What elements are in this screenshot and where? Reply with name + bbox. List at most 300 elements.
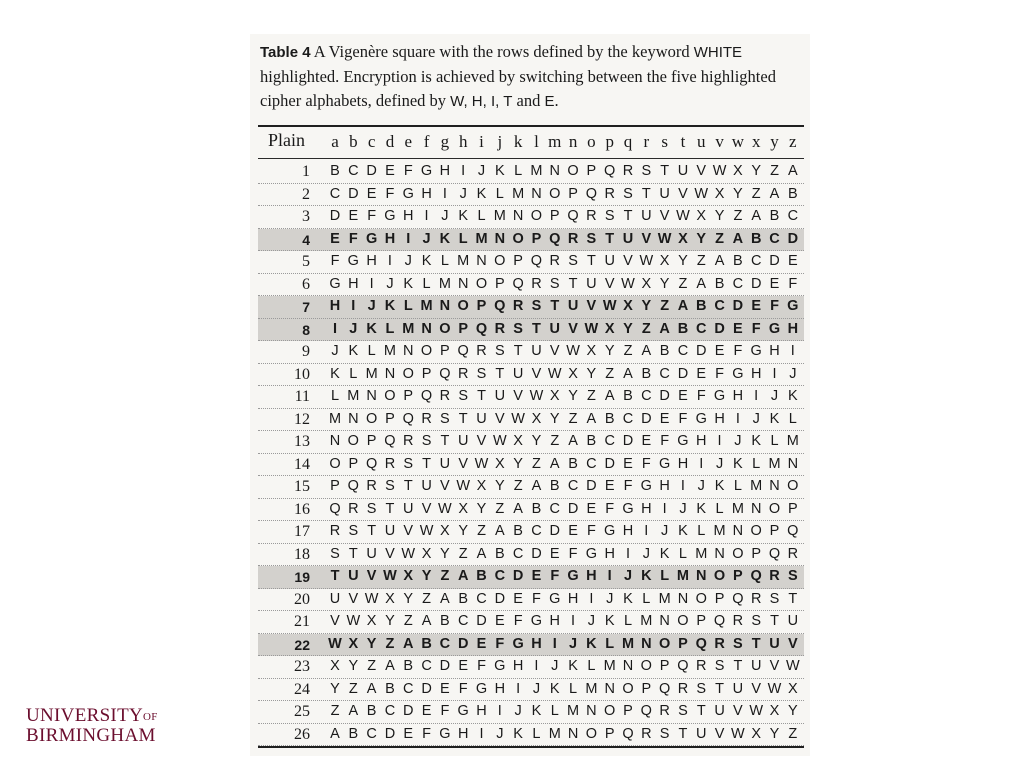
cipher-letter: I bbox=[552, 635, 557, 652]
cipher-letter: S bbox=[641, 163, 652, 179]
cipher-letter: U bbox=[714, 703, 725, 719]
cipher-letter: W bbox=[602, 298, 617, 314]
table-row bbox=[258, 476, 804, 499]
cipher-letter: M bbox=[621, 635, 635, 652]
cipher-letter: G bbox=[329, 275, 341, 292]
cipher-letter: F bbox=[422, 725, 431, 742]
cipher-letter: F bbox=[678, 410, 688, 427]
cipher-letter: R bbox=[677, 680, 689, 697]
cipher-letter: J bbox=[734, 433, 742, 449]
cipher-letter: F bbox=[770, 298, 779, 314]
cipher-letter: E bbox=[568, 523, 578, 539]
cipher-letter: L bbox=[733, 478, 742, 494]
cipher-letter: U bbox=[403, 500, 414, 517]
cipher-letter: Z bbox=[605, 365, 615, 382]
cipher-letter: J bbox=[459, 185, 467, 202]
cipher-letter: I bbox=[754, 388, 759, 404]
cipher-letter: O bbox=[384, 388, 396, 404]
cipher-letter: T bbox=[751, 635, 761, 652]
cipher-alphabet bbox=[326, 433, 802, 453]
cipher-letter: Y bbox=[623, 320, 633, 337]
cipher-letter: Q bbox=[768, 545, 781, 562]
cipher-letter: G bbox=[677, 433, 689, 449]
plain-letter: t bbox=[680, 132, 686, 151]
cipher-letter: Z bbox=[770, 163, 779, 179]
cipher-letter: R bbox=[384, 455, 396, 472]
cipher-letter: Y bbox=[659, 275, 670, 292]
cipher-letter: Z bbox=[495, 500, 505, 517]
cipher-letter: F bbox=[605, 500, 615, 517]
cipher-letter: M bbox=[750, 478, 763, 494]
cipher-letter: G bbox=[384, 208, 396, 224]
cipher-letter: X bbox=[787, 680, 798, 697]
cipher-letter: N bbox=[439, 298, 451, 314]
cipher-alphabet bbox=[326, 523, 802, 543]
cipher-letter: A bbox=[403, 635, 414, 652]
cipher-letter: R bbox=[549, 253, 560, 269]
cipher-letter: T bbox=[495, 365, 505, 382]
cipher-letter: W bbox=[364, 590, 379, 607]
cipher-letter: Y bbox=[678, 253, 688, 269]
cipher-letter: H bbox=[769, 343, 780, 359]
cipher-letter: P bbox=[440, 343, 450, 359]
cipher-letter: A bbox=[677, 298, 689, 314]
plain-letter: j bbox=[497, 132, 503, 151]
cipher-letter: D bbox=[512, 568, 524, 584]
cipher-letter: F bbox=[696, 388, 706, 404]
cipher-letter: W bbox=[621, 275, 635, 292]
cipher-letter: I bbox=[479, 725, 484, 742]
table-row bbox=[258, 656, 804, 679]
cipher-letter: R bbox=[732, 613, 744, 629]
cipher-letter: H bbox=[604, 545, 615, 562]
cipher-letter: X bbox=[440, 523, 450, 539]
table-row bbox=[258, 274, 804, 297]
cipher-letter: Y bbox=[440, 545, 450, 562]
cipher-letter: N bbox=[531, 185, 542, 202]
cipher-letter: H bbox=[696, 433, 707, 449]
cipher-letter: C bbox=[641, 388, 652, 404]
cipher-letter: R bbox=[531, 275, 542, 292]
cipher-letter: F bbox=[477, 658, 486, 674]
cipher-letter: U bbox=[348, 568, 359, 584]
cipher-alphabet bbox=[326, 321, 802, 341]
cipher-letter: K bbox=[586, 635, 597, 652]
cipher-letter: Q bbox=[475, 320, 488, 337]
plain-letter: p bbox=[605, 132, 614, 151]
cipher-letter: T bbox=[385, 500, 395, 517]
cipher-letter: A bbox=[568, 433, 578, 449]
plain-letter: f bbox=[423, 132, 430, 151]
cipher-letter: W bbox=[383, 568, 397, 584]
cipher-letter: N bbox=[348, 410, 359, 427]
cipher-letter: X bbox=[769, 703, 780, 719]
cipher-letter: I bbox=[735, 410, 740, 427]
cipher-letter: E bbox=[421, 703, 432, 719]
cipher-letter: S bbox=[714, 658, 725, 674]
cipher-letter: L bbox=[440, 253, 449, 269]
cipher-letter: G bbox=[365, 230, 378, 247]
cipher-letter: I bbox=[442, 185, 447, 202]
cipher-letter: E bbox=[586, 500, 597, 517]
cipher-letter: W bbox=[346, 613, 361, 629]
cipher-letter: K bbox=[458, 208, 469, 224]
cipher-letter: A bbox=[494, 523, 505, 539]
cipher-letter: C bbox=[439, 635, 451, 652]
cipher-letter: J bbox=[441, 208, 449, 224]
cipher-letter: S bbox=[440, 410, 450, 427]
cipher-letter: B bbox=[714, 275, 725, 292]
table-bottom-rule bbox=[258, 746, 804, 748]
cipher-letter: Z bbox=[532, 455, 541, 472]
cipher-letter: U bbox=[769, 635, 780, 652]
cipher-letter: E bbox=[751, 298, 762, 314]
cipher-letter: K bbox=[604, 613, 615, 629]
cipher-letter: L bbox=[550, 703, 559, 719]
cipher-letter: P bbox=[513, 253, 523, 269]
cipher-letter: J bbox=[770, 388, 779, 404]
cipher-alphabet bbox=[326, 276, 802, 296]
table-row bbox=[258, 251, 804, 274]
cipher-letter: T bbox=[367, 523, 377, 539]
cipher-alphabet bbox=[326, 568, 802, 588]
cipher-letter: T bbox=[586, 253, 596, 269]
cipher-letter: Y bbox=[366, 635, 377, 652]
cipher-letter: Q bbox=[567, 208, 579, 224]
cipher-letter: Z bbox=[513, 478, 523, 494]
cipher-letter: N bbox=[567, 725, 579, 742]
cipher-letter: N bbox=[457, 275, 469, 292]
cipher-letter: D bbox=[604, 455, 615, 472]
cipher-letter: R bbox=[457, 365, 469, 382]
cipher-letter: L bbox=[587, 658, 596, 674]
cipher-letter: J bbox=[679, 500, 687, 517]
cipher-letter: S bbox=[568, 253, 578, 269]
cipher-letter: E bbox=[458, 658, 469, 674]
cipher-letter: V bbox=[659, 208, 670, 224]
cipher-letter: H bbox=[512, 658, 524, 674]
cipher-alphabet bbox=[326, 681, 802, 701]
cipher-letter: N bbox=[787, 455, 799, 472]
cipher-letter: H bbox=[586, 568, 597, 584]
row-number: 3 bbox=[302, 208, 310, 225]
cipher-letter: A bbox=[366, 680, 377, 697]
cipher-letter: M bbox=[475, 230, 488, 247]
table-row bbox=[258, 611, 804, 634]
row-number: 11 bbox=[294, 388, 310, 405]
cipher-letter: V bbox=[696, 163, 707, 179]
cipher-letter: U bbox=[641, 208, 652, 224]
cipher-letter: Y bbox=[769, 725, 780, 742]
cipher-letter: Q bbox=[713, 613, 726, 629]
cipher-letter: N bbox=[384, 365, 396, 382]
cipher-letter: J bbox=[404, 253, 412, 269]
cipher-letter: S bbox=[696, 680, 707, 697]
cipher-letter: K bbox=[330, 365, 340, 382]
cipher-letter: U bbox=[787, 613, 799, 629]
cipher-letter: O bbox=[512, 230, 524, 247]
cipher-letter: V bbox=[494, 410, 505, 427]
cipher-letter: L bbox=[752, 455, 761, 472]
cipher-letter: C bbox=[366, 725, 377, 742]
cipher-letter: F bbox=[550, 568, 560, 584]
cipher-letter: Z bbox=[678, 275, 688, 292]
cipher-letter: O bbox=[567, 163, 579, 179]
cipher-letter: B bbox=[440, 613, 450, 629]
cipher-letter: R bbox=[604, 185, 615, 202]
cipher-letter: N bbox=[366, 388, 377, 404]
cipher-letter: C bbox=[769, 230, 780, 247]
cipher-letter: L bbox=[330, 388, 340, 404]
cipher-letter: Y bbox=[330, 680, 340, 697]
vigenere-table-body bbox=[258, 161, 804, 746]
cipher-letter: I bbox=[332, 320, 338, 337]
cipher-letter: Y bbox=[348, 658, 359, 674]
cipher-letter: R bbox=[494, 320, 506, 337]
cipher-letter: W bbox=[639, 253, 654, 269]
cipher-letter: L bbox=[403, 298, 413, 314]
cipher-letter: F bbox=[660, 433, 670, 449]
cipher-letter: N bbox=[659, 613, 670, 629]
cipher-letter: G bbox=[732, 365, 744, 382]
cipher-letter: Q bbox=[640, 703, 652, 719]
cipher-letter: T bbox=[733, 658, 743, 674]
cipher-letter: Y bbox=[714, 208, 725, 224]
cipher-letter: G bbox=[530, 613, 543, 629]
cipher-letter: J bbox=[697, 478, 705, 494]
cipher-letter: P bbox=[403, 388, 414, 404]
cipher-letter: H bbox=[677, 455, 689, 472]
cipher-letter: B bbox=[696, 298, 707, 314]
cipher-letter: R bbox=[696, 658, 707, 674]
row-number: 5 bbox=[302, 253, 310, 270]
cipher-letter: D bbox=[476, 613, 487, 629]
cipher-letter: V bbox=[513, 388, 523, 404]
cipher-letter: I bbox=[461, 163, 466, 179]
cipher-letter: G bbox=[512, 635, 524, 652]
cipher-letter: T bbox=[788, 590, 798, 607]
cipher-letter: F bbox=[348, 230, 358, 247]
cipher-letter: O bbox=[475, 275, 488, 292]
cipher-letter: K bbox=[623, 590, 633, 607]
cipher-letter: P bbox=[330, 478, 340, 494]
cipher-letter: C bbox=[787, 208, 799, 224]
table-top-rule bbox=[258, 125, 804, 127]
cipher-letter: W bbox=[731, 725, 745, 742]
cipher-letter: R bbox=[586, 208, 597, 224]
cipher-letter: E bbox=[513, 590, 523, 607]
caption-and: and bbox=[512, 91, 545, 110]
cipher-letter: X bbox=[421, 545, 432, 562]
cipher-letter: H bbox=[750, 365, 762, 382]
cipher-letter: S bbox=[494, 343, 505, 359]
cipher-letter: F bbox=[495, 635, 505, 652]
cipher-letter: Y bbox=[586, 365, 597, 382]
cipher-letter: V bbox=[330, 613, 340, 629]
cipher-letter: D bbox=[494, 590, 506, 607]
cipher-letter: M bbox=[695, 545, 708, 562]
plain-letter: z bbox=[789, 132, 797, 151]
cipher-letter: O bbox=[640, 658, 652, 674]
cipher-letter: S bbox=[623, 185, 633, 202]
plain-letter: b bbox=[349, 132, 358, 151]
cipher-letter: F bbox=[532, 590, 541, 607]
cipher-letter: Z bbox=[660, 298, 670, 314]
cipher-letter: X bbox=[568, 365, 578, 382]
cipher-letter: U bbox=[329, 590, 341, 607]
plain-letter: w bbox=[731, 132, 745, 151]
cipher-letter: B bbox=[403, 658, 414, 674]
cipher-alphabet bbox=[326, 501, 802, 521]
cipher-letter: I bbox=[387, 253, 392, 269]
cipher-letter: V bbox=[476, 433, 487, 449]
cipher-letter: V bbox=[787, 635, 798, 652]
cipher-letter: L bbox=[349, 365, 358, 382]
plain-letter: v bbox=[715, 132, 724, 151]
cipher-letter: Q bbox=[402, 410, 414, 427]
cipher-letter: T bbox=[440, 433, 450, 449]
cipher-letter: O bbox=[457, 298, 469, 314]
cipher-letter: I bbox=[680, 478, 685, 494]
cipher-letter: M bbox=[567, 703, 580, 719]
cipher-letter: J bbox=[789, 365, 797, 382]
cipher-letter: W bbox=[419, 523, 434, 539]
cipher-letter: W bbox=[712, 163, 727, 179]
logo-of: OF bbox=[143, 711, 158, 723]
cipher-letter: H bbox=[457, 725, 469, 742]
cipher-letter: K bbox=[641, 568, 652, 584]
cipher-letter: U bbox=[586, 275, 597, 292]
cipher-letter: I bbox=[790, 343, 795, 359]
cipher-letter: X bbox=[549, 388, 560, 404]
cipher-letter: Y bbox=[549, 410, 560, 427]
cipher-letter: P bbox=[769, 523, 780, 539]
cipher-letter: H bbox=[787, 320, 799, 337]
cipher-letter: M bbox=[328, 410, 342, 427]
table-header-row bbox=[258, 130, 804, 154]
cipher-letter: B bbox=[733, 253, 743, 269]
cipher-letter: I bbox=[534, 658, 539, 674]
cipher-letter: J bbox=[551, 658, 559, 674]
cipher-letter: X bbox=[623, 298, 633, 314]
cipher-letter: V bbox=[421, 500, 432, 517]
cipher-letter: D bbox=[787, 230, 799, 247]
cipher-letter: Q bbox=[787, 523, 799, 539]
cipher-letter: N bbox=[494, 230, 506, 247]
cipher-letter: D bbox=[384, 725, 396, 742]
cipher-letter: B bbox=[641, 365, 652, 382]
cipher-letter: N bbox=[732, 523, 744, 539]
cipher-letter: L bbox=[715, 500, 724, 517]
cipher-letter: U bbox=[604, 253, 615, 269]
cipher-letter: P bbox=[733, 568, 743, 584]
cipher-letter: K bbox=[733, 455, 743, 472]
table-row bbox=[258, 454, 804, 477]
cipher-letter: D bbox=[714, 320, 725, 337]
cipher-letter: G bbox=[604, 523, 616, 539]
cipher-letter: K bbox=[787, 388, 798, 404]
cipher-letter: C bbox=[659, 365, 670, 382]
cipher-letter: D bbox=[329, 208, 341, 224]
cipher-letter: C bbox=[512, 545, 524, 562]
table-row bbox=[258, 229, 804, 252]
cipher-letter: K bbox=[659, 545, 670, 562]
plain-letter: n bbox=[568, 132, 578, 151]
row-number: 26 bbox=[294, 725, 310, 743]
table-row bbox=[258, 499, 804, 522]
cipher-letter: Q bbox=[732, 590, 744, 607]
cipher-letter: O bbox=[439, 320, 451, 337]
cipher-letter: M bbox=[658, 590, 671, 607]
cipher-alphabet bbox=[326, 388, 802, 408]
cipher-letter: R bbox=[439, 388, 451, 404]
cipher-letter: X bbox=[476, 478, 487, 494]
cipher-letter: G bbox=[567, 568, 579, 584]
cipher-letter: T bbox=[660, 163, 670, 179]
plain-label: Plain bbox=[268, 130, 306, 150]
cipher-letter: F bbox=[568, 545, 578, 562]
cipher-letter: S bbox=[330, 545, 340, 562]
cipher-letter: F bbox=[440, 703, 450, 719]
cipher-letter: C bbox=[476, 590, 487, 607]
cipher-letter: A bbox=[421, 613, 432, 629]
cipher-letter: G bbox=[439, 725, 451, 742]
plain-letter: o bbox=[587, 132, 596, 151]
cipher-letter: V bbox=[586, 298, 597, 314]
cipher-letter: S bbox=[458, 388, 469, 404]
cipher-letter: X bbox=[385, 590, 395, 607]
cipher-letter: C bbox=[329, 185, 341, 202]
cipher-letter: O bbox=[750, 523, 762, 539]
cipher-letter: Q bbox=[347, 478, 359, 494]
cipher-letter: F bbox=[403, 163, 413, 179]
cipher-letter: R bbox=[348, 500, 359, 517]
cipher-letter: L bbox=[678, 545, 687, 562]
cipher-letter: T bbox=[403, 478, 413, 494]
cipher-letter: M bbox=[585, 680, 598, 697]
cipher-letter: J bbox=[367, 298, 376, 314]
cipher-letter: V bbox=[458, 455, 469, 472]
cipher-letter: P bbox=[568, 185, 578, 202]
cipher-letter: Y bbox=[476, 500, 487, 517]
cipher-letter: P bbox=[458, 320, 469, 337]
cipher-letter: D bbox=[457, 635, 469, 652]
cipher-letter: W bbox=[547, 365, 562, 382]
cipher-letter: A bbox=[348, 703, 359, 719]
university-logo bbox=[26, 706, 158, 746]
cipher-letter: E bbox=[733, 320, 743, 337]
table-row bbox=[258, 386, 804, 409]
cipher-letter: O bbox=[787, 478, 799, 494]
cipher-letter: U bbox=[494, 388, 506, 404]
cipher-letter: H bbox=[403, 208, 414, 224]
cipher-letter: M bbox=[530, 163, 543, 179]
cipher-letter: X bbox=[403, 568, 414, 584]
cipher-letter: G bbox=[494, 658, 506, 674]
cipher-letter: O bbox=[329, 455, 341, 472]
cipher-letter: N bbox=[696, 568, 707, 584]
cipher-letter: N bbox=[476, 253, 487, 269]
cipher-letter: J bbox=[477, 163, 486, 179]
cipher-letter: S bbox=[659, 725, 670, 742]
cipher-letter: K bbox=[531, 703, 542, 719]
cipher-letter: C bbox=[549, 500, 560, 517]
cipher-letter: A bbox=[696, 275, 707, 292]
cipher-letter: R bbox=[421, 410, 432, 427]
cipher-letter: D bbox=[769, 253, 780, 269]
table-row bbox=[258, 364, 804, 387]
cipher-letter: T bbox=[348, 545, 358, 562]
